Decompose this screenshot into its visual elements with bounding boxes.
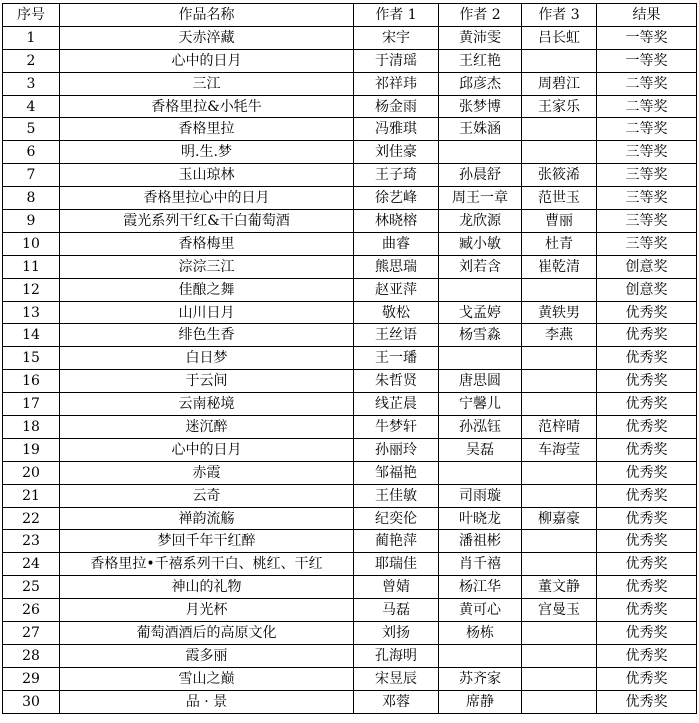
table-row: [3, 622, 697, 645]
cell-author-3: 吕长虹: [522, 26, 597, 49]
cell-author-2: 潘祖彬: [439, 530, 522, 553]
cell-title: 禅韵流觞: [60, 507, 354, 530]
cell-result: 优秀奖: [597, 622, 697, 645]
cell-author-2: 龙欣源: [439, 210, 522, 233]
cell-author-1: 蔺艳萍: [354, 530, 439, 553]
cell-author-2: 刘若含: [439, 255, 522, 278]
cell-author-3: [522, 370, 597, 393]
cell-author-3: 宫曼玉: [522, 599, 597, 622]
cell-title: 葡萄酒酒后的高原文化: [60, 622, 354, 645]
cell-index: 29: [3, 667, 60, 690]
cell-index: 5: [3, 118, 60, 141]
cell-title: 心中的日月: [60, 49, 354, 72]
cell-title: 心中的日月: [60, 438, 354, 461]
cell-result: 优秀奖: [597, 530, 697, 553]
cell-author-2: 叶晓龙: [439, 507, 522, 530]
table-row: [3, 324, 697, 347]
cell-title: 迷沉醉: [60, 416, 354, 439]
cell-author-1: 牛梦轩: [354, 416, 439, 439]
cell-index: 25: [3, 576, 60, 599]
cell-author-1: 曲睿: [354, 232, 439, 255]
cell-index: 8: [3, 187, 60, 210]
cell-title: 霞光系列干红&干白葡萄酒: [60, 210, 354, 233]
cell-author-1: 熊思瑞: [354, 255, 439, 278]
cell-author-2: [439, 461, 522, 484]
cell-index: 18: [3, 416, 60, 439]
cell-author-3: 范梓晴: [522, 416, 597, 439]
cell-index: 2: [3, 49, 60, 72]
table-row: [3, 393, 697, 416]
cell-title: 玉山琼林: [60, 164, 354, 187]
table-row: [3, 72, 697, 95]
table-row: [3, 416, 697, 439]
cell-author-1: 朱哲贤: [354, 370, 439, 393]
cell-author-1: 王子琦: [354, 164, 439, 187]
cell-result: 优秀奖: [597, 553, 697, 576]
table-row: [3, 644, 697, 667]
cell-index: 11: [3, 255, 60, 278]
cell-result: 优秀奖: [597, 370, 697, 393]
cell-index: 16: [3, 370, 60, 393]
cell-index: 21: [3, 484, 60, 507]
cell-title: 云南秘境: [60, 393, 354, 416]
header-row: [3, 4, 697, 27]
cell-author-1: 刘扬: [354, 622, 439, 645]
cell-author-2: 席静: [439, 690, 522, 713]
cell-author-1: 祁祥玮: [354, 72, 439, 95]
cell-author-2: 张梦博: [439, 95, 522, 118]
cell-author-1: 邹福艳: [354, 461, 439, 484]
cell-result: 优秀奖: [597, 484, 697, 507]
table-row: [3, 210, 697, 233]
cell-author-2: 宁馨儿: [439, 393, 522, 416]
cell-author-2: 臧小敏: [439, 232, 522, 255]
table-row: [3, 438, 697, 461]
cell-result: 优秀奖: [597, 416, 697, 439]
cell-author-1: 杨金雨: [354, 95, 439, 118]
cell-title: 品 · 景: [60, 690, 354, 713]
cell-author-3: [522, 141, 597, 164]
header-title: 作品名称: [60, 4, 354, 27]
cell-result: 三等奖: [597, 232, 697, 255]
table-row: [3, 141, 697, 164]
cell-author-2: 吴磊: [439, 438, 522, 461]
cell-author-3: [522, 690, 597, 713]
cell-author-2: 王姝涵: [439, 118, 522, 141]
cell-result: 二等奖: [597, 72, 697, 95]
cell-author-3: [522, 667, 597, 690]
cell-author-2: 杨栋: [439, 622, 522, 645]
cell-title: 梦回千年干红醉: [60, 530, 354, 553]
cell-result: 二等奖: [597, 95, 697, 118]
awards-table: [2, 3, 697, 714]
cell-index: 19: [3, 438, 60, 461]
cell-index: 10: [3, 232, 60, 255]
cell-title: 明.生.梦: [60, 141, 354, 164]
table-row: [3, 187, 697, 210]
cell-index: 24: [3, 553, 60, 576]
cell-author-2: 肖千禧: [439, 553, 522, 576]
cell-author-3: 张筱浠: [522, 164, 597, 187]
cell-author-1: 冯雅琪: [354, 118, 439, 141]
cell-author-2: 司雨璇: [439, 484, 522, 507]
cell-index: 22: [3, 507, 60, 530]
cell-index: 17: [3, 393, 60, 416]
table-row: [3, 164, 697, 187]
cell-author-2: 周王一章: [439, 187, 522, 210]
cell-result: 优秀奖: [597, 461, 697, 484]
cell-result: 二等奖: [597, 118, 697, 141]
cell-author-1: 马磊: [354, 599, 439, 622]
cell-author-1: 王佳敏: [354, 484, 439, 507]
cell-index: 1: [3, 26, 60, 49]
cell-author-2: [439, 644, 522, 667]
cell-author-1: 孔海明: [354, 644, 439, 667]
cell-title: 香格梅里: [60, 232, 354, 255]
cell-title: 三江: [60, 72, 354, 95]
cell-index: 28: [3, 644, 60, 667]
cell-author-3: [522, 49, 597, 72]
cell-title: 山川日月: [60, 301, 354, 324]
table-row: [3, 667, 697, 690]
header-author-2: 作者 2: [439, 4, 522, 27]
cell-author-3: 曹丽: [522, 210, 597, 233]
cell-title: 雪山之巅: [60, 667, 354, 690]
cell-author-3: [522, 622, 597, 645]
cell-author-2: [439, 141, 522, 164]
cell-author-1: 曾婧: [354, 576, 439, 599]
cell-result: 优秀奖: [597, 599, 697, 622]
cell-result: 优秀奖: [597, 507, 697, 530]
cell-result: 优秀奖: [597, 690, 697, 713]
table-row: [3, 255, 697, 278]
table-row: [3, 461, 697, 484]
cell-title: 香格里拉心中的日月: [60, 187, 354, 210]
table-row: [3, 370, 697, 393]
cell-author-1: 于清瑶: [354, 49, 439, 72]
cell-author-1: 王一璠: [354, 347, 439, 370]
cell-author-2: 杨江华: [439, 576, 522, 599]
cell-author-2: 黄沛雯: [439, 26, 522, 49]
cell-author-1: 王丝语: [354, 324, 439, 347]
table-row: [3, 232, 697, 255]
cell-result: 创意奖: [597, 278, 697, 301]
header-index: 序号: [3, 4, 60, 27]
cell-index: 27: [3, 622, 60, 645]
cell-result: 三等奖: [597, 187, 697, 210]
cell-author-2: [439, 278, 522, 301]
table-row: [3, 599, 697, 622]
cell-author-3: 周碧江: [522, 72, 597, 95]
cell-author-1: 赵亚萍: [354, 278, 439, 301]
table-row: [3, 95, 697, 118]
cell-index: 6: [3, 141, 60, 164]
cell-result: 优秀奖: [597, 438, 697, 461]
cell-author-3: [522, 484, 597, 507]
cell-title: 于云间: [60, 370, 354, 393]
cell-index: 7: [3, 164, 60, 187]
cell-result: 一等奖: [597, 49, 697, 72]
cell-author-1: 宋昱辰: [354, 667, 439, 690]
cell-author-3: [522, 347, 597, 370]
cell-index: 14: [3, 324, 60, 347]
cell-index: 26: [3, 599, 60, 622]
table-row: [3, 507, 697, 530]
cell-author-1: 线芷晨: [354, 393, 439, 416]
table-row: [3, 301, 697, 324]
cell-title: 香格里拉&小牦牛: [60, 95, 354, 118]
table-row: [3, 484, 697, 507]
cell-author-1: 徐艺峰: [354, 187, 439, 210]
cell-author-3: 董文静: [522, 576, 597, 599]
cell-author-2: 孙泓钰: [439, 416, 522, 439]
cell-author-2: 苏齐家: [439, 667, 522, 690]
cell-index: 13: [3, 301, 60, 324]
cell-author-2: [439, 347, 522, 370]
cell-author-2: 唐思圆: [439, 370, 522, 393]
cell-result: 三等奖: [597, 164, 697, 187]
cell-author-2: 黄可心: [439, 599, 522, 622]
cell-index: 3: [3, 72, 60, 95]
table-row: [3, 553, 697, 576]
cell-index: 23: [3, 530, 60, 553]
cell-index: 4: [3, 95, 60, 118]
cell-author-3: [522, 393, 597, 416]
table-row: [3, 278, 697, 301]
cell-title: 天赤淬藏: [60, 26, 354, 49]
cell-index: 9: [3, 210, 60, 233]
cell-title: 香格里拉: [60, 118, 354, 141]
cell-author-1: 刘佳豪: [354, 141, 439, 164]
cell-result: 一等奖: [597, 26, 697, 49]
cell-result: 优秀奖: [597, 667, 697, 690]
cell-author-3: 柳嘉豪: [522, 507, 597, 530]
cell-title: 霞多丽: [60, 644, 354, 667]
cell-author-2: 戈孟婷: [439, 301, 522, 324]
cell-author-3: 王家乐: [522, 95, 597, 118]
cell-result: 优秀奖: [597, 301, 697, 324]
cell-author-2: 邱彦杰: [439, 72, 522, 95]
cell-author-3: [522, 644, 597, 667]
cell-author-1: 纪奕伦: [354, 507, 439, 530]
cell-author-1: 孙丽玲: [354, 438, 439, 461]
table-row: [3, 118, 697, 141]
cell-title: 淙淙三江: [60, 255, 354, 278]
header-author-1: 作者 1: [354, 4, 439, 27]
cell-result: 优秀奖: [597, 324, 697, 347]
table-row: [3, 26, 697, 49]
cell-author-1: 林晓榕: [354, 210, 439, 233]
cell-author-3: 车海莹: [522, 438, 597, 461]
cell-author-3: [522, 553, 597, 576]
cell-result: 优秀奖: [597, 347, 697, 370]
cell-title: 香格里拉•千禧系列干白、桃红、干红: [60, 553, 354, 576]
cell-author-3: [522, 530, 597, 553]
cell-index: 15: [3, 347, 60, 370]
cell-author-3: 范世玉: [522, 187, 597, 210]
cell-index: 30: [3, 690, 60, 713]
cell-index: 12: [3, 278, 60, 301]
cell-index: 20: [3, 461, 60, 484]
cell-title: 月光杯: [60, 599, 354, 622]
cell-author-3: [522, 461, 597, 484]
cell-author-1: 邓蓉: [354, 690, 439, 713]
table-row: [3, 576, 697, 599]
header-result: 结果: [597, 4, 697, 27]
table-row: [3, 347, 697, 370]
cell-result: 三等奖: [597, 141, 697, 164]
cell-author-2: 王红艳: [439, 49, 522, 72]
cell-title: 赤霞: [60, 461, 354, 484]
cell-author-2: 孙晨舒: [439, 164, 522, 187]
cell-result: 创意奖: [597, 255, 697, 278]
cell-title: 佳酿之舞: [60, 278, 354, 301]
cell-title: 神山的礼物: [60, 576, 354, 599]
cell-author-3: 崔乾清: [522, 255, 597, 278]
cell-result: 三等奖: [597, 210, 697, 233]
cell-author-1: 耶瑞佳: [354, 553, 439, 576]
cell-title: 云奇: [60, 484, 354, 507]
table-row: [3, 530, 697, 553]
cell-title: 绯色生香: [60, 324, 354, 347]
table-row: [3, 690, 697, 713]
cell-author-3: [522, 278, 597, 301]
header-author-3: 作者 3: [522, 4, 597, 27]
cell-result: 优秀奖: [597, 393, 697, 416]
table-row: [3, 49, 697, 72]
cell-author-3: 李燕: [522, 324, 597, 347]
cell-author-3: [522, 118, 597, 141]
cell-title: 白日梦: [60, 347, 354, 370]
cell-author-2: 杨雪淼: [439, 324, 522, 347]
cell-author-1: 敬松: [354, 301, 439, 324]
cell-author-3: 黄轶男: [522, 301, 597, 324]
cell-result: 优秀奖: [597, 576, 697, 599]
cell-result: 优秀奖: [597, 644, 697, 667]
cell-author-3: 杜青: [522, 232, 597, 255]
cell-author-1: 宋宇: [354, 26, 439, 49]
